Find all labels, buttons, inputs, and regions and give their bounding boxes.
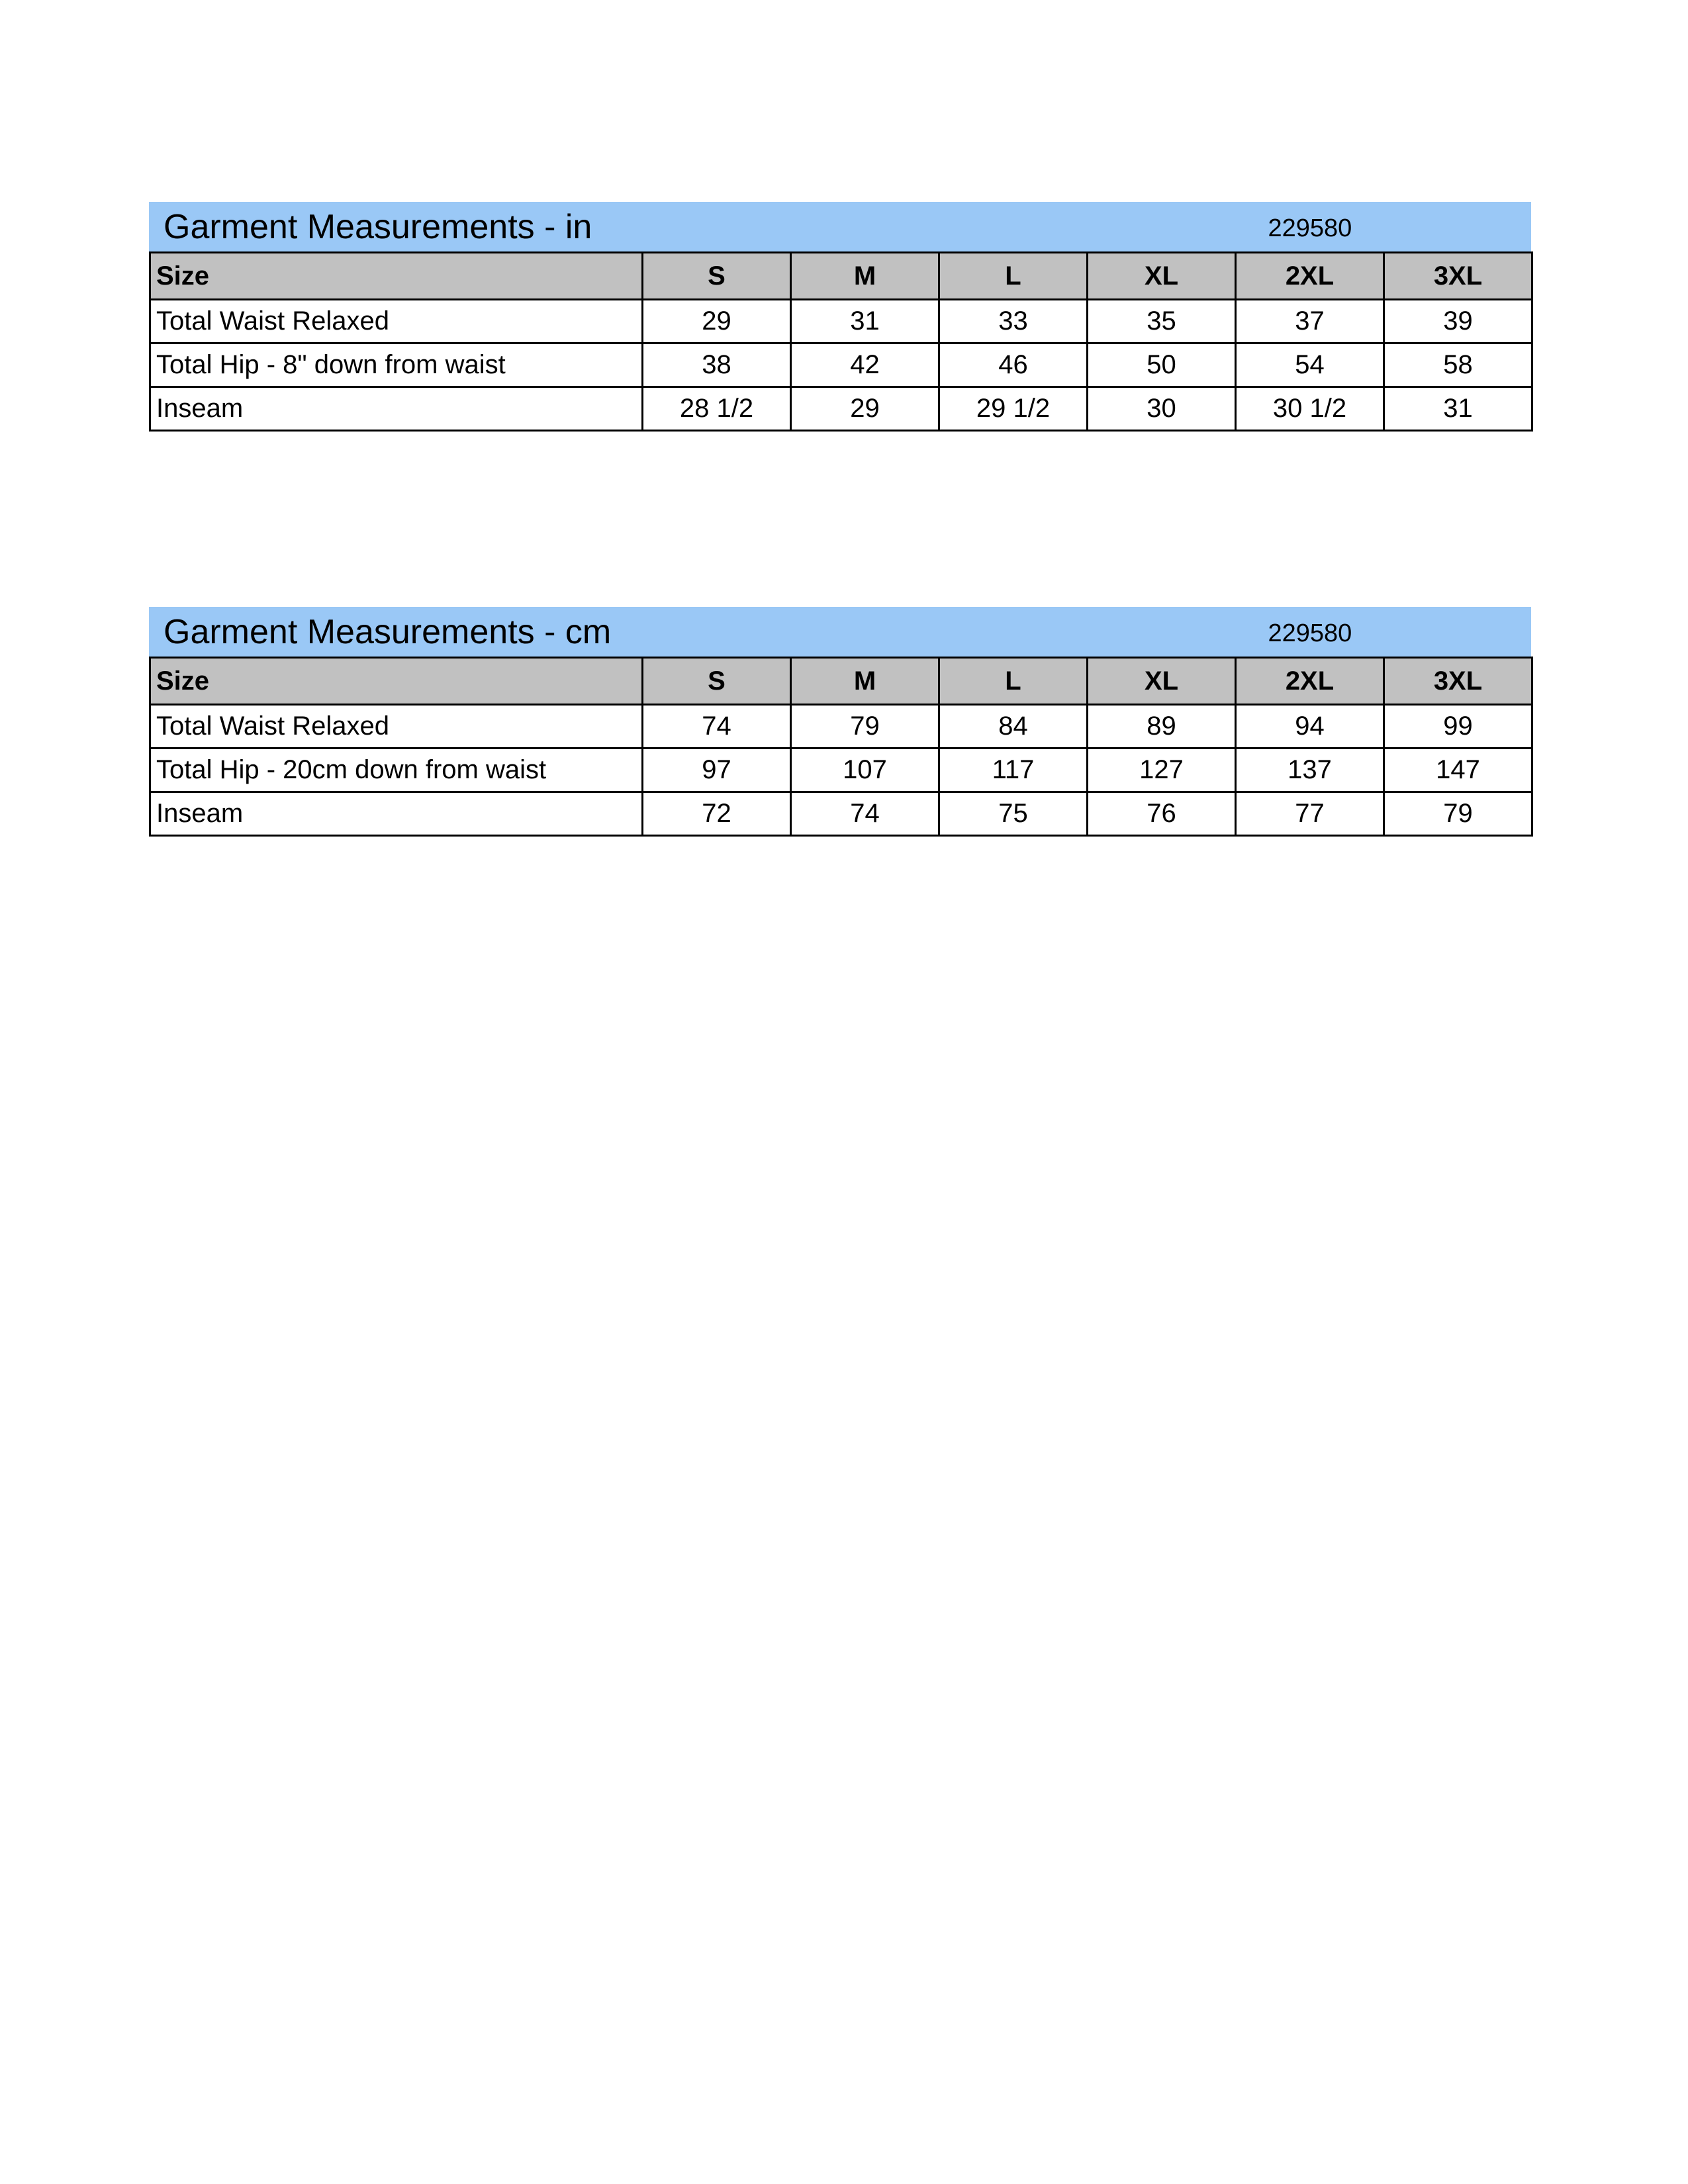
value-cell: 127 bbox=[1088, 749, 1236, 792]
value-cell: 29 1/2 bbox=[939, 387, 1088, 431]
table-row bbox=[150, 387, 1532, 431]
column-header-xl: XL bbox=[1088, 658, 1236, 705]
size-table-in bbox=[149, 251, 1533, 432]
column-header-l: L bbox=[939, 253, 1088, 300]
table-row bbox=[150, 749, 1532, 792]
value-cell: 28 1/2 bbox=[643, 387, 791, 431]
value-cell: 117 bbox=[939, 749, 1088, 792]
value-cell: 39 bbox=[1384, 300, 1532, 343]
table-header-row bbox=[150, 253, 1532, 300]
row-label: Total Hip - 20cm down from waist bbox=[150, 749, 643, 792]
value-cell: 107 bbox=[791, 749, 939, 792]
table-title-bar bbox=[149, 607, 1531, 657]
column-header-2xl: 2XL bbox=[1236, 658, 1384, 705]
value-cell: 50 bbox=[1088, 343, 1236, 387]
row-label: Inseam bbox=[150, 792, 643, 836]
value-cell: 72 bbox=[643, 792, 791, 836]
value-cell: 35 bbox=[1088, 300, 1236, 343]
value-cell: 31 bbox=[791, 300, 939, 343]
size-table-cm bbox=[149, 657, 1533, 837]
value-cell: 84 bbox=[939, 705, 1088, 749]
value-cell: 46 bbox=[939, 343, 1088, 387]
column-header-s: S bbox=[643, 253, 791, 300]
table-row bbox=[150, 705, 1532, 749]
value-cell: 54 bbox=[1236, 343, 1384, 387]
value-cell: 79 bbox=[1384, 792, 1532, 836]
row-label: Total Waist Relaxed bbox=[150, 300, 643, 343]
row-label: Inseam bbox=[150, 387, 643, 431]
column-header-s: S bbox=[643, 658, 791, 705]
value-cell: 99 bbox=[1384, 705, 1532, 749]
table-row bbox=[150, 343, 1532, 387]
column-header-3xl: 3XL bbox=[1384, 658, 1532, 705]
column-header-2xl: 2XL bbox=[1236, 253, 1384, 300]
column-header-xl: XL bbox=[1088, 253, 1236, 300]
table-header-row bbox=[150, 658, 1532, 705]
value-cell: 42 bbox=[791, 343, 939, 387]
value-cell: 76 bbox=[1088, 792, 1236, 836]
value-cell: 147 bbox=[1384, 749, 1532, 792]
value-cell: 37 bbox=[1236, 300, 1384, 343]
column-header-3xl: 3XL bbox=[1384, 253, 1532, 300]
garment-table-cm bbox=[149, 607, 1531, 837]
value-cell: 30 bbox=[1088, 387, 1236, 431]
row-label: Total Waist Relaxed bbox=[150, 705, 643, 749]
value-cell: 33 bbox=[939, 300, 1088, 343]
garment-table-in bbox=[149, 202, 1531, 432]
value-cell: 79 bbox=[791, 705, 939, 749]
column-header-size: Size bbox=[150, 658, 643, 705]
value-cell: 29 bbox=[643, 300, 791, 343]
value-cell: 29 bbox=[791, 387, 939, 431]
value-cell: 74 bbox=[643, 705, 791, 749]
row-label: Total Hip - 8" down from waist bbox=[150, 343, 643, 387]
column-header-l: L bbox=[939, 658, 1088, 705]
table-title: Garment Measurements - cm bbox=[164, 612, 612, 651]
table-title-bar bbox=[149, 202, 1531, 251]
table-row bbox=[150, 792, 1532, 836]
value-cell: 137 bbox=[1236, 749, 1384, 792]
value-cell: 30 1/2 bbox=[1236, 387, 1384, 431]
value-cell: 58 bbox=[1384, 343, 1532, 387]
column-header-m: M bbox=[791, 658, 939, 705]
value-cell: 75 bbox=[939, 792, 1088, 836]
value-cell: 31 bbox=[1384, 387, 1532, 431]
column-header-size: Size bbox=[150, 253, 643, 300]
column-header-m: M bbox=[791, 253, 939, 300]
table-row bbox=[150, 300, 1532, 343]
value-cell: 74 bbox=[791, 792, 939, 836]
value-cell: 97 bbox=[643, 749, 791, 792]
product-code: 229580 bbox=[1268, 214, 1352, 242]
value-cell: 94 bbox=[1236, 705, 1384, 749]
value-cell: 77 bbox=[1236, 792, 1384, 836]
value-cell: 89 bbox=[1088, 705, 1236, 749]
value-cell: 38 bbox=[643, 343, 791, 387]
table-title: Garment Measurements - in bbox=[164, 207, 592, 246]
product-code: 229580 bbox=[1268, 619, 1352, 647]
